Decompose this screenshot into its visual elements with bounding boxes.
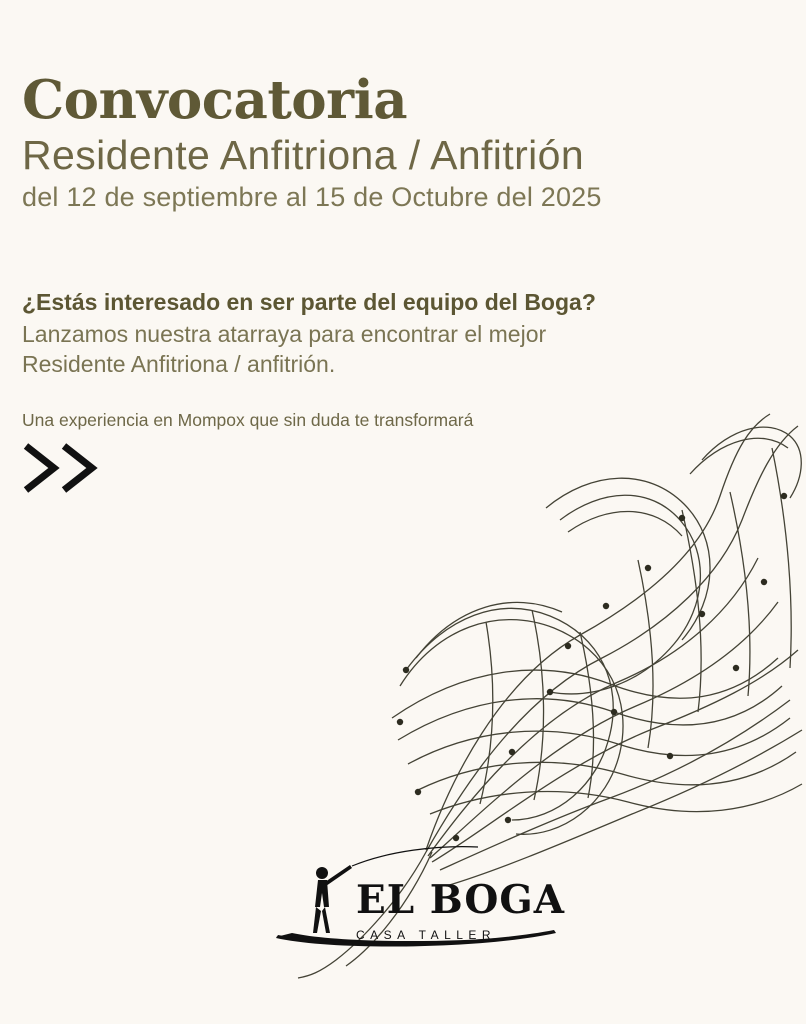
lead-paragraph <box>22 320 766 379</box>
logo-tagline: CASA TALLER <box>356 928 497 942</box>
note-text: Una experiencia en Mompox que sin duda te transformará <box>22 410 474 431</box>
page-title: Convocatoria <box>22 69 408 131</box>
lead-line-2: Residente Anfitriona / anfitrión. <box>22 350 336 377</box>
el-boga-logo <box>268 845 568 965</box>
lead-line-1: Lanzamos nuestra atarraya para encontrar el mejor <box>22 321 547 348</box>
question-text: ¿Estás interesado en ser parte del equipo del Boga? <box>22 288 596 315</box>
date-range: del 12 de septiembre al 15 de Octubre del 2025 <box>22 182 602 213</box>
logo-wordmark: EL BOGA <box>356 877 565 923</box>
text-content <box>22 69 766 432</box>
double-chevron-right-icon <box>20 438 130 498</box>
page-subtitle: Residente Anfitriona / Anfitrión <box>22 132 585 178</box>
